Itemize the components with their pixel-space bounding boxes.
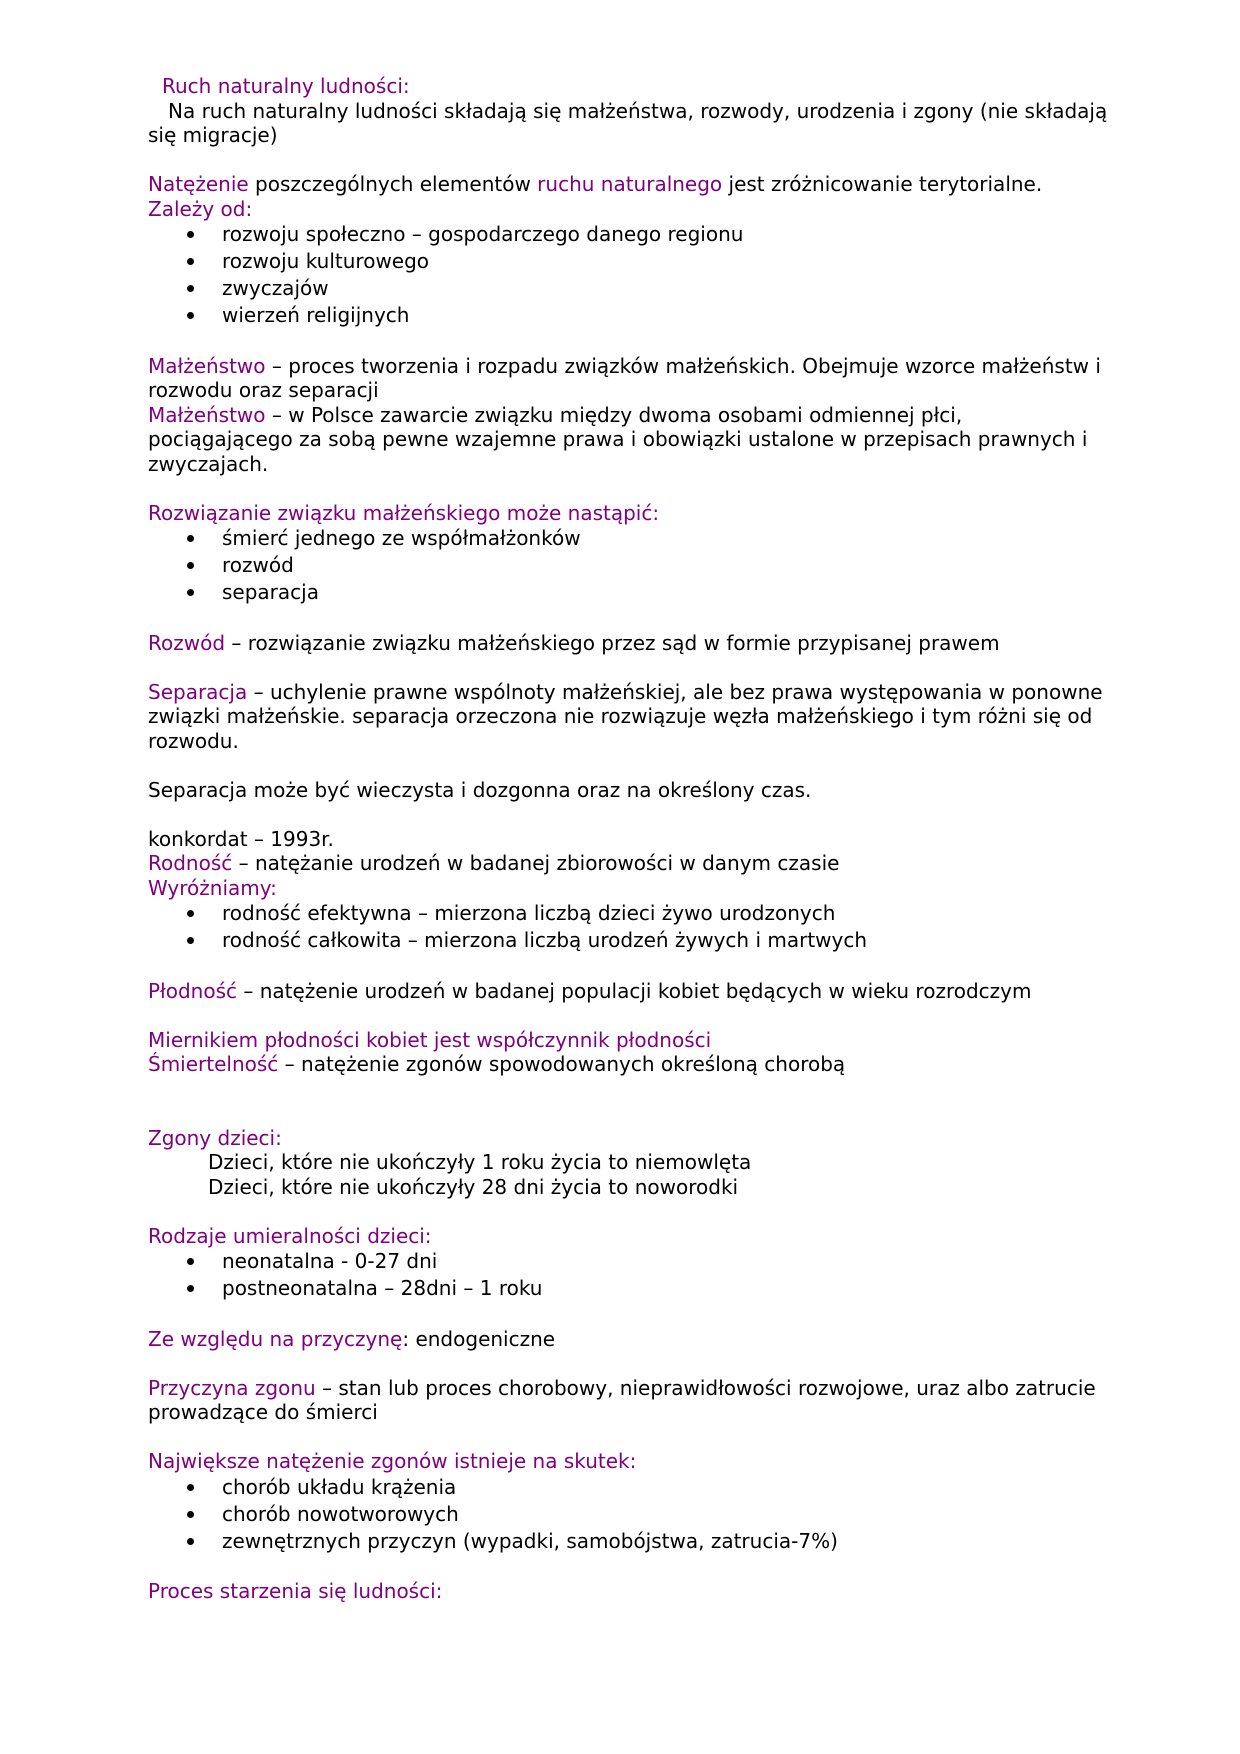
term-smiertelnosc: Śmiertelność <box>148 1052 279 1076</box>
natezenie-paragraph <box>148 172 1108 197</box>
przyczyna-definition <box>148 1376 1108 1425</box>
najwieksze-label: Największe natężenie zgonów istnieje na skutek: <box>148 1449 637 1473</box>
natezenie-text-1: poszczególnych elementów <box>248 172 538 196</box>
term-rozwod: Rozwód <box>148 630 226 655</box>
term-przyczyna-zgonu: Przyczyna zgonu <box>148 1375 316 1400</box>
zgony-label: Zgony dzieci: <box>148 1125 282 1150</box>
definition-text: – stan lub proces chorobowy, nieprawidłowości rozwojowe, uraz albo zatrucie prowadzące do śmierci <box>148 1375 1096 1424</box>
list-item: rozwoju kulturowego <box>148 248 1108 275</box>
definition-text: – w Polsce zawarcie związku między dwoma osobami odmiennej płci, pociągającego za sobą pewne wzajemne prawa i obowiązki ustalone w przepisach prawnych i zwyczajach. <box>148 402 1088 476</box>
zgony-line: Dzieci, które nie ukończyły 1 roku życia to niemowlęta <box>208 1150 752 1174</box>
intro-paragraph <box>148 99 1108 148</box>
list-item: śmierć jednego ze współmałżonków <box>148 525 1108 552</box>
rodnosc-definition <box>148 851 1108 876</box>
plodnosc-definition <box>148 979 1108 1004</box>
term-plodnosc: Płodność <box>148 978 238 1003</box>
list-item: rodność całkowita – mierzona liczbą urodzeń żywych i martwych <box>148 927 1108 954</box>
term-malzenstwo: Małżeństwo <box>148 402 266 427</box>
list-item: neonatalna - 0-27 dni <box>148 1248 1108 1275</box>
list-item: postneonatalna – 28dni – 1 roku <box>148 1275 1108 1302</box>
list-item: chorób układu krążenia <box>148 1474 1108 1501</box>
term-malzenstwo: Małżeństwo <box>148 353 266 378</box>
zalezy-list <box>148 221 1108 329</box>
smiertelnosc-definition <box>148 1052 1108 1077</box>
term-rodnosc: Rodność <box>148 851 233 875</box>
list-item: zwyczajów <box>148 275 1108 302</box>
section-title: Ruch naturalny ludności: <box>162 74 410 98</box>
list-item: separacja <box>148 579 1108 606</box>
wyrozniamy-label: Wyróżniamy: <box>148 875 277 900</box>
wzgledu-line <box>148 1327 1108 1352</box>
rozwiazanie-list <box>148 525 1108 606</box>
wyrozniamy-list <box>148 900 1108 954</box>
separacja-note: Separacja może być wieczysta i dozgonna oraz na określony czas. <box>148 777 812 802</box>
definition-text: – rozwiązanie związku małżeńskiego przez sąd w formie przypisanej prawem <box>225 630 1000 655</box>
intro-text: Na ruch naturalny ludności składają się małżeństwa, rozwody, urodzenia i zgony (nie składają się migracje) <box>148 98 1108 147</box>
definition-text: : endogeniczne <box>402 1326 556 1351</box>
natezenie-text-2: jest zróżnicowanie terytorialne. <box>722 172 1043 196</box>
list-item: zewnętrznych przyczyn (wypadki, samobójstwa, zatrucia-7%) <box>148 1528 1108 1555</box>
zgony-line: Dzieci, które nie ukończyły 28 dni życia to noworodki <box>208 1174 739 1199</box>
definition-text: – proces tworzenia i rozpadu związków małżeńskich. Obejmuje wzorce małżeństw i rozwodu oraz separacji <box>148 353 1101 402</box>
separacja-definition <box>148 680 1108 754</box>
rodzaje-list <box>148 1248 1108 1302</box>
najwieksze-list <box>148 1474 1108 1555</box>
list-item: wierzeń religijnych <box>148 302 1108 329</box>
definition-text: – natężenie urodzeń w badanej populacji kobiet będących w wieku rozrodczym <box>237 978 1032 1003</box>
miernik-line: Miernikiem płodności kobiet jest współczynnik płodności <box>148 1027 712 1052</box>
term-ruch-naturalny: ruchu naturalnego <box>537 172 723 196</box>
konkordat-line: konkordat – 1993r. <box>148 826 334 851</box>
malzenstwo-definition-1 <box>148 354 1108 403</box>
term-ze-wzgledu: Ze względu na przyczynę <box>148 1326 403 1351</box>
list-item: rozwód <box>148 552 1108 579</box>
rodzaje-label: Rodzaje umieralności dzieci: <box>148 1223 432 1248</box>
definition-text: – natężanie urodzeń w badanej zbiorowości w danym czasie <box>232 851 840 875</box>
starzenie-label: Proces starzenia się ludności: <box>148 1579 443 1603</box>
definition-text: – uchylenie prawne wspólnoty małżeńskiej, ale bez prawa występowania w ponowne związki małżeńskie. separacja orzeczona nie rozwiązuje węzła małżeńskiego i tym różni się od rozwodu. <box>148 679 1103 753</box>
zalezy-label: Zależy od: <box>148 196 253 221</box>
document-page <box>148 74 1108 1604</box>
list-item: chorób nowotworowych <box>148 1501 1108 1528</box>
list-item: rozwoju społeczno – gospodarczego danego regionu <box>148 221 1108 248</box>
rozwiazanie-label: Rozwiązanie związku małżeńskiego może nastąpić: <box>148 500 660 525</box>
rozwod-definition <box>148 631 1108 656</box>
definition-text: – natężenie zgonów spowodowanych określoną chorobą <box>278 1052 846 1076</box>
list-item: rodność efektywna – mierzona liczbą dzieci żywo urodzonych <box>148 900 1108 927</box>
malzenstwo-definition-2 <box>148 403 1108 477</box>
term-separacja: Separacja <box>148 679 248 704</box>
term-natezenie: Natężenie <box>148 172 249 196</box>
